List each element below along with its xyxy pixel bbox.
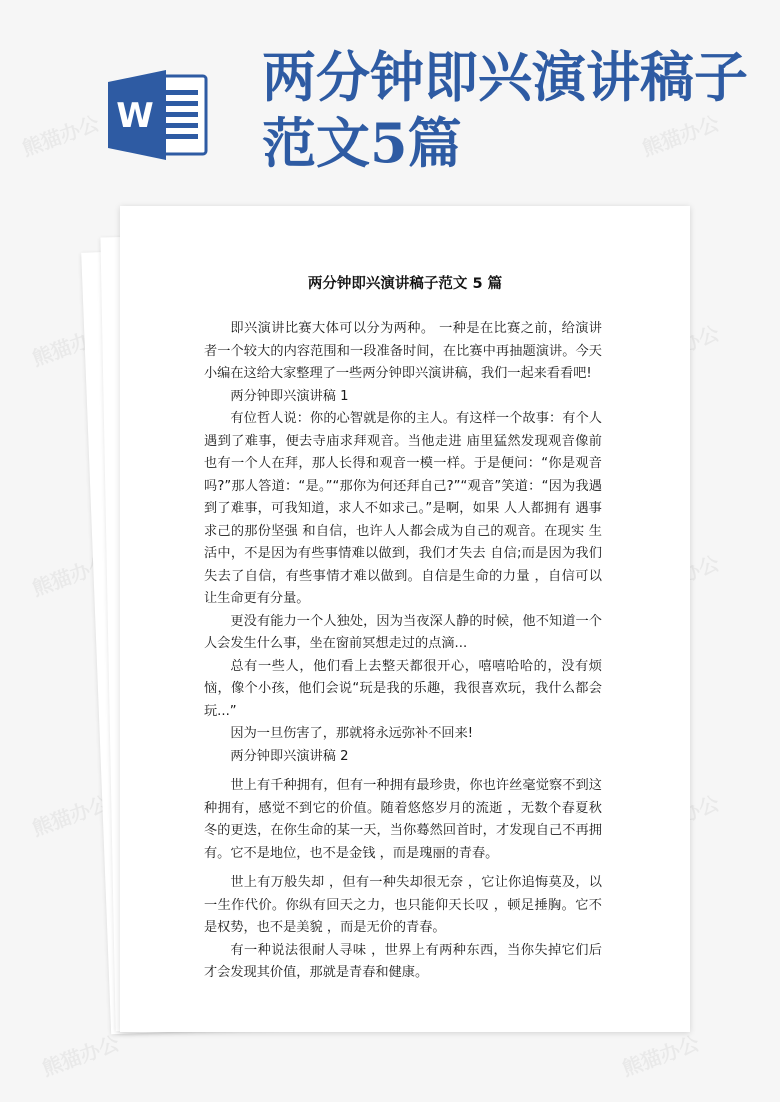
document-title: 两分钟即兴演讲稿子范文 5 篇 xyxy=(307,276,503,292)
watermark: 熊猫办公 xyxy=(18,110,103,161)
watermark: 熊猫办公 xyxy=(38,1030,123,1081)
document-page xyxy=(120,206,690,1032)
section-heading: 两分钟即兴演讲稿 1 xyxy=(230,388,349,404)
banner-title: 两分钟即兴演讲稿子范文5篇 xyxy=(262,45,748,175)
paragraph: 更没有能力一个人独处，因为当夜深人静的时候，他不知道一个人会发生什么事，坐在窗前冥想走过的点滴... xyxy=(204,613,602,651)
word-document-icon xyxy=(108,68,208,162)
word-icon-letter: W xyxy=(116,96,154,136)
document-body xyxy=(204,318,602,985)
paragraph: 有位哲人说：你的心智就是你的主人。有这样一个故事：有个人遇到了难事，便去寺庙求拜观音。当他走进 庙里猛然发现观音像前也有一个人在拜，那人长得和观音一模一样。于是便问：“你是观音吗?”那人答道：“是。”“那你为何还拜自己?”“观音”笑道：“因为我遇到了难事，可我知道，求人不如求己。”是啊，如果 人人都拥有 遇事求己的那份坚强 和自信，也许人人都会成为自己的观音。在现实 生活中，不是因为有些事情难以做到，我们才失去 自信;而是因为我们失去了自信，有些事情才难以做到。自信是生命的力量 ，自信可以让生命更有分量。 xyxy=(204,411,602,606)
watermark: 熊猫办公 xyxy=(28,320,113,371)
watermark: 熊猫办公 xyxy=(638,110,723,161)
paragraph: 世上有千种拥有，但有一种拥有最珍贵，你也许丝毫觉察不到这种拥有，感觉不到它的价值。随着悠悠岁月的流逝 ，无数个春夏秋冬的更迭，在你生命的某一天，当你蓦然回首时，才发现自己不再拥有。它不是地位，也不是金钱 ，而是瑰丽的青春。 xyxy=(204,778,602,861)
paragraph-intro: 即兴演讲比赛大体可以分为两种。 一种是在比赛之前，给演讲者一个较大的内容范围和一段准备时间，在比赛中再抽题演讲。今天小编在这给大家整理了一些两分钟即兴演讲稿，我们一起来看看吧! xyxy=(204,321,602,381)
watermark: 熊猫办公 xyxy=(618,1030,703,1081)
paragraph: 有一种说法很耐人寻味 ，世界上有两种东西，当你失掉它们后才会发现其价值，那就是青春和健康。 xyxy=(204,942,602,980)
watermark: 熊猫办公 xyxy=(28,790,113,841)
paragraph: 因为一旦伤害了，那就将永远弥补不回来! xyxy=(230,726,474,741)
section-heading: 两分钟即兴演讲稿 2 xyxy=(230,748,349,764)
paragraph: 世上有万般失却 ，但有一种失却很无奈 ，它让你追悔莫及，以一生作代价。你纵有回天之力，也只能仰天长叹 ，顿足捶胸。它不是权势，也不是美貌 ，而是无价的青春。 xyxy=(204,875,602,935)
watermark: 熊猫办公 xyxy=(28,550,113,601)
paragraph: 总有一些人，他们看上去整天都很开心，嘻嘻哈哈的，没有烦恼，像个小孩，他们会说“玩是我的乐趣，我很喜欢玩，我什么都会玩...” xyxy=(204,658,602,719)
